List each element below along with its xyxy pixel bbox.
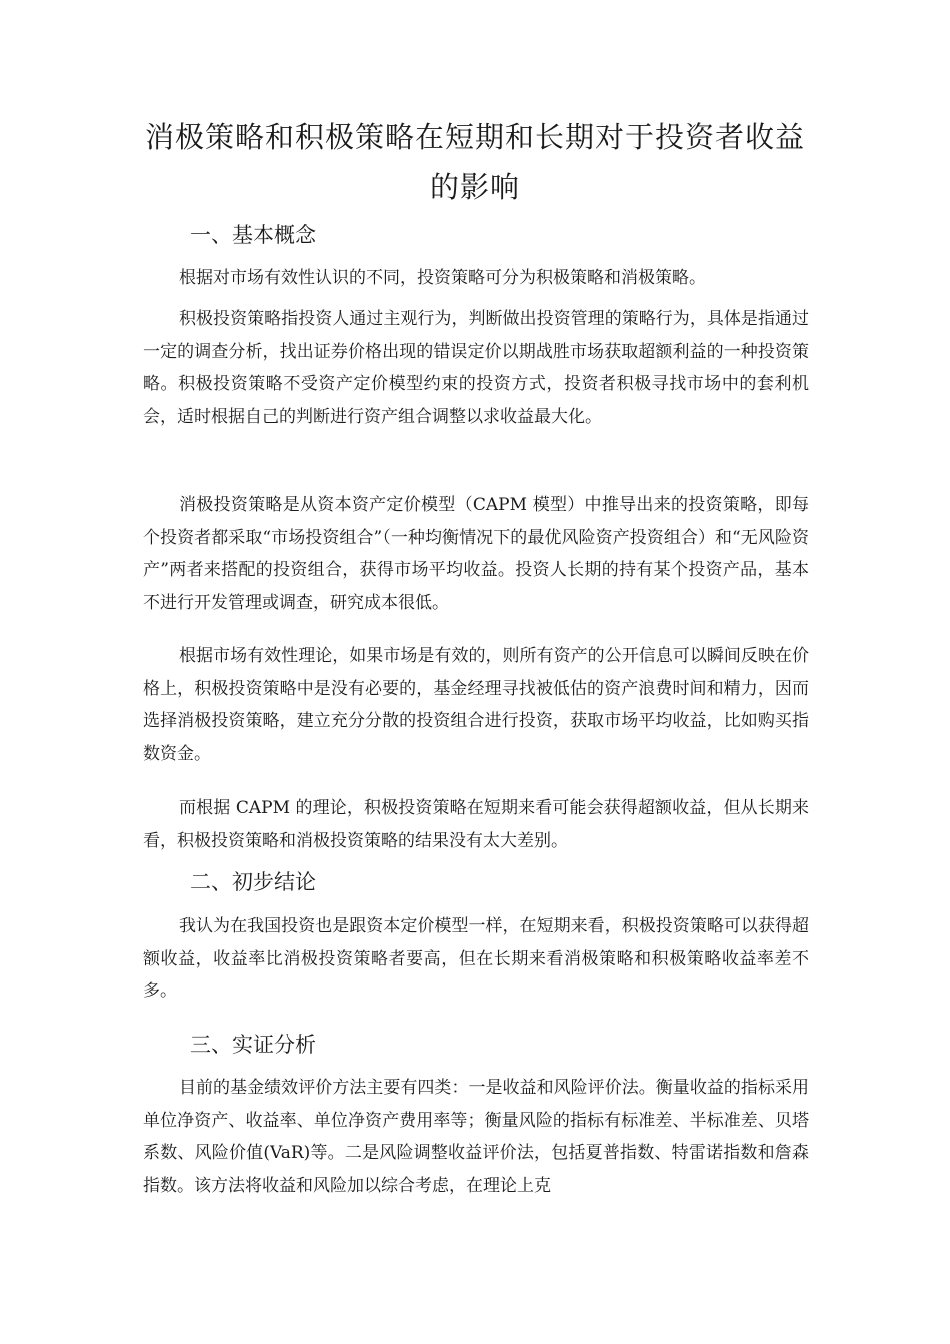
section-heading-empirical-analysis: 三、实证分析 [190, 1033, 316, 1057]
paragraph: 积极投资策略指投资人通过主观行为，判断做出投资管理的策略行为，具体是指通过一定的调查分析，找出证券价格出现的错误定价以期战胜市场获取超额利益的一种投资策略。积极投资策略不受资产定价模型约束的投资方式，投资者积极寻找市场中的套利机会，适时根据自己的判断进行资产组合调整以求收益最大化。 [143, 309, 809, 427]
paragraph: 我认为在我国投资也是跟资本定价模型一样，在短期来看，积极投资策略可以获得超额收益，收益率比消极投资策略者要高，但在长期来看消极策略和积极策略收益率差不多。 [143, 916, 809, 1002]
paragraph: 而根据 CAPM 的理论，积极投资策略在短期来看可能会获得超额收益，但从长期来看，积极投资策略和消极投资策略的结果没有太大差别。 [143, 798, 809, 851]
section-heading-basic-concepts: 一、基本概念 [190, 223, 316, 247]
document-title: 消极策略和积极策略在短期和长期对于投资者收益的影响 [144, 120, 805, 204]
section-heading-preliminary-conclusion: 二、初步结论 [190, 870, 316, 894]
paragraph: 根据市场有效性理论，如果市场是有效的，则所有资产的公开信息可以瞬间反映在价格上，积极投资策略中是没有必要的，基金经理寻找被低估的资产浪费时间和精力，因而选择消极投资策略，建立充分分散的投资组合进行投资，获取市场平均收益，比如购买指数资金。 [143, 646, 809, 764]
paragraph: 消极投资策略是从资本资产定价模型（CAPM 模型）中推导出来的投资策略，即每个投资者都采取“市场投资组合”（一种均衡情况下的最优风险资产投资组合）和“无风险资产”两者来搭配的投资组合，获得市场平均收益。投资人长期的持有某个投资产品，基本不进行开发管理或调查，研究成本很低。 [143, 495, 809, 613]
paragraph: 目前的基金绩效评价方法主要有四类：一是收益和风险评价法。衡量收益的指标采用单位净资产、收益率、单位净资产费用率等；衡量风险的指标有标准差、半标准差、贝塔系数、风险价值(VaR)等。二是风险调整收益评价法，包括夏普指数、特雷诺指数和詹森指数。该方法将收益和风险加以综合考虑，在理论上克 [143, 1078, 809, 1196]
paragraph: 根据对市场有效性认识的不同，投资策略可分为积极策略和消极策略。 [179, 268, 706, 288]
